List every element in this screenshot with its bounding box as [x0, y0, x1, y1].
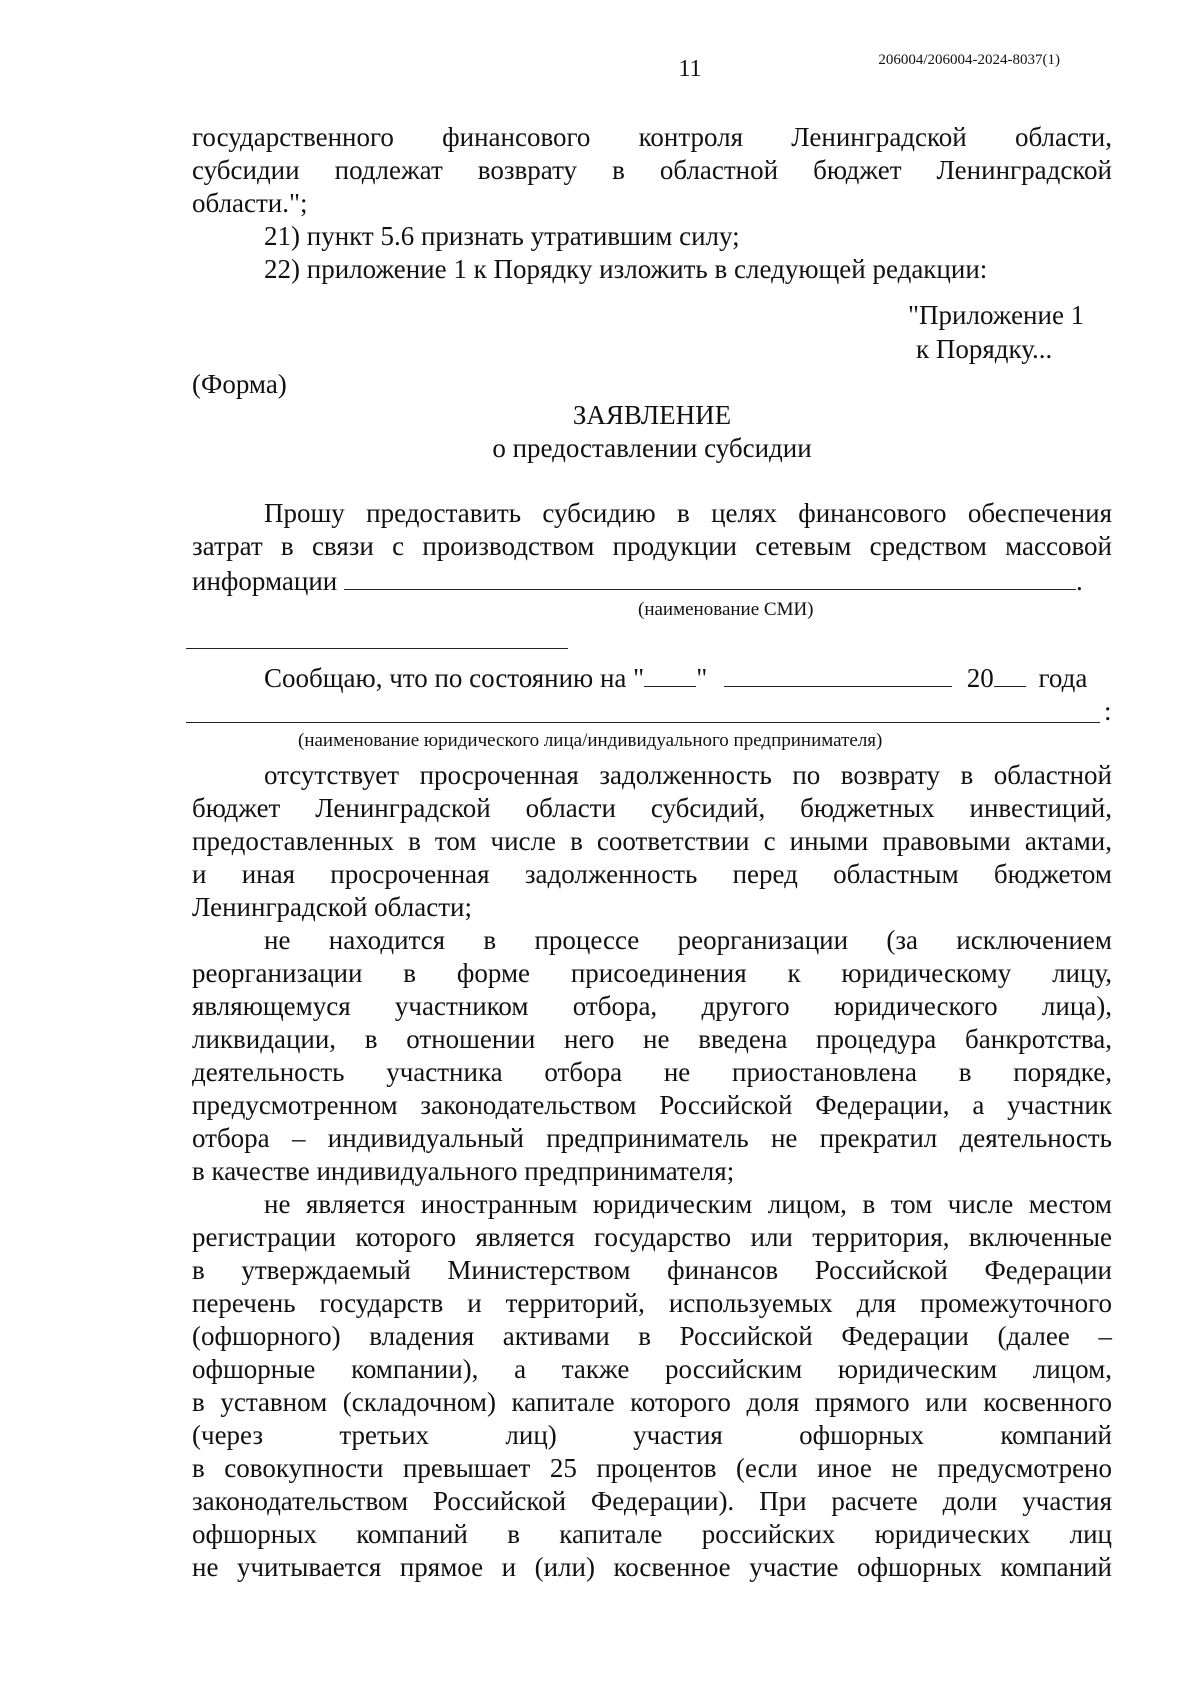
item-22: 22) приложение 1 к Порядку изложить в следующей редакции:: [264, 254, 988, 284]
page-number: 11: [678, 56, 702, 82]
para2-line-5: деятельность участника отбора не приостановлена в порядке,: [192, 1057, 1112, 1087]
para3-line-12: не учитывается прямое и (или) косвенное участие офшорных компаний: [192, 1552, 1112, 1582]
day-field[interactable]: [644, 660, 696, 687]
form-label: (Форма): [192, 369, 287, 399]
item-21: 21) пункт 5.6 признать утратившим силу;: [264, 221, 740, 251]
para3-line-1: не является иностранным юридическим лицом, в том числе местом: [264, 1189, 1112, 1219]
request-line-1: Прошу предоставить субсидию в целях финансового обеспечения: [264, 498, 1112, 528]
request-line-3: [192, 563, 1083, 598]
request-period: .: [1075, 566, 1083, 596]
year-prefix: 20: [966, 663, 994, 693]
caption-media-name: (наименование СМИ): [638, 599, 814, 620]
para1-line-4: и иная просроченная задолженность перед областным бюджетом: [192, 859, 1112, 889]
appendix-line-2: к Порядку...: [916, 334, 1053, 364]
media-name-field[interactable]: [344, 563, 1076, 590]
entity-name-field[interactable]: [186, 722, 1100, 723]
media-label: информации: [192, 566, 338, 596]
caption-entity-name: (наименование юридического лица/индивидуального предпринимателя): [298, 730, 883, 751]
year-suffix: года: [1038, 663, 1088, 693]
entity-name-field-line[interactable]: [186, 648, 568, 649]
form-title: ЗАЯВЛЕНИЕ: [572, 400, 732, 430]
para3-line-9: в совокупности превышает 25 процентов (если иное не предусмотрено: [192, 1453, 1112, 1483]
intro-line-1: государственного финансового контроля Ленинградской области,: [192, 122, 1112, 152]
para3-line-10: законодательством Российской Федерации). При расчете доли участия: [192, 1486, 1112, 1516]
month-field[interactable]: [724, 660, 952, 687]
appendix-line-1: "Приложение 1: [908, 300, 1085, 330]
para2-line-8: в качестве индивидуального предпринимателя;: [192, 1156, 735, 1186]
form-subtitle: о предоставлении субсидии: [492, 433, 812, 463]
report-prefix: Сообщаю, что по состоянию на ": [264, 663, 645, 693]
para3-line-6: офшорные компании), а также российским юридическим лицом,: [192, 1354, 1112, 1384]
para3-line-4: перечень государств и территорий, используемых для промежуточного: [192, 1288, 1112, 1318]
request-line-2: затрат в связи с производством продукции сетевым средством массовой: [192, 531, 1112, 561]
para1-line-5: Ленинградской области;: [192, 892, 472, 922]
year-field[interactable]: [994, 660, 1026, 687]
para3-line-8: (через третьих лиц) участия офшорных компаний: [192, 1420, 1112, 1450]
intro-line-2: субсидии подлежат возврату в областной бюджет Ленинградской: [192, 155, 1112, 185]
para1-line-2: бюджет Ленинградской области субсидий, бюджетных инвестиций,: [192, 793, 1112, 823]
para3-line-7: в уставном (складочном) капитале которого доля прямого или косвенного: [192, 1387, 1112, 1417]
para3-line-5: (офшорного) владения активами в Российской Федерации (далее –: [192, 1321, 1112, 1351]
report-line: [264, 660, 1087, 695]
quote-close: ": [696, 663, 708, 693]
report-colon: :: [1104, 696, 1112, 726]
para2-line-2: реорганизации в форме присоединения к юридическому лицу,: [192, 958, 1112, 988]
para2-line-6: предусмотренном законодательством Российской Федерации, а участник: [192, 1090, 1112, 1120]
para2-line-7: отбора – индивидуальный предприниматель не прекратил деятельность: [192, 1123, 1112, 1153]
para2-line-1: не находится в процессе реорганизации (за исключением: [264, 925, 1112, 955]
document-id: 206004/206004-2024-8037(1): [878, 52, 1060, 68]
para2-line-4: ликвидации, в отношении него не введена процедура банкротства,: [192, 1024, 1112, 1054]
para3-line-3: в утверждаемый Министерством финансов Российской Федерации: [192, 1255, 1112, 1285]
para2-line-3: являющемуся участником отбора, другого юридического лица),: [192, 991, 1112, 1021]
para3-line-11: офшорных компаний в капитале российских юридических лиц: [192, 1519, 1112, 1549]
para1-line-3: предоставленных в том числе в соответствии с иными правовыми актами,: [192, 826, 1112, 856]
para1-line-1: отсутствует просроченная задолженность по возврату в областной: [264, 760, 1112, 790]
intro-line-3: области.";: [192, 188, 308, 218]
para3-line-2: регистрации которого является государство или территория, включенные: [192, 1222, 1112, 1252]
